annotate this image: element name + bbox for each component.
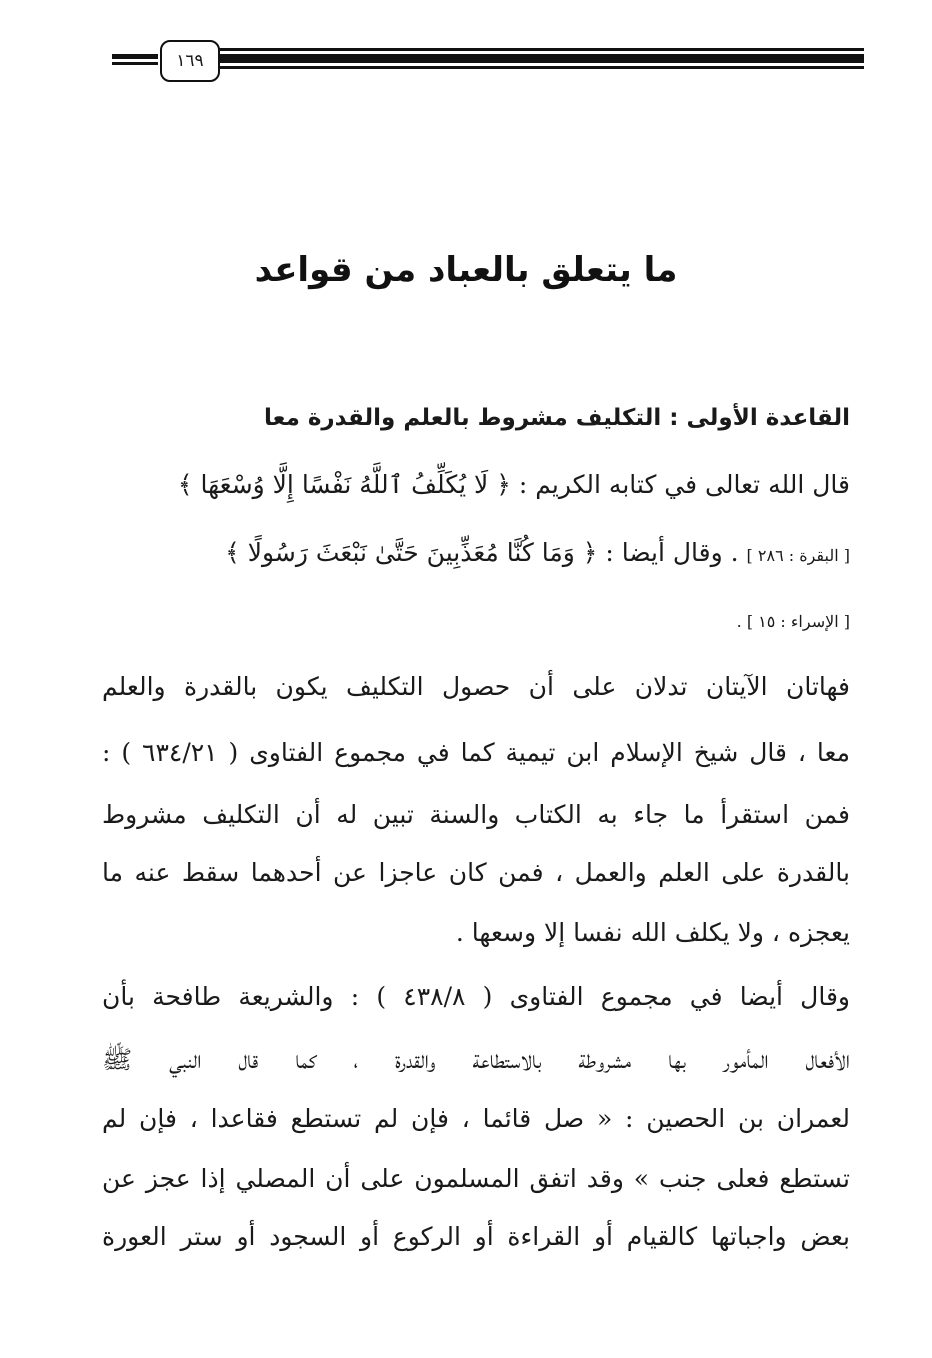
- paragraph-1-line-4: بالقدرة على العلم والعمل ، فمن كان عاجزا عن أحدهما سقط عنه ما: [102, 858, 850, 887]
- rule-heading: [102, 405, 850, 431]
- page-number: ١٦٩: [160, 40, 220, 82]
- header-rule-top-line: [218, 48, 864, 51]
- verse-reference-baqarah: [ البقرة : ٢٨٦ ]: [746, 546, 850, 565]
- header-rule-left-thick: [112, 54, 158, 59]
- verse-reference-isra: [ الإسراء : ١٥ ] .: [736, 612, 850, 631]
- header-rule-thick-line: [218, 54, 864, 63]
- paragraph-1-line-1: فهاتان الآيتان تدلان على أن حصول التكليف يكون بالقدرة والعلم: [102, 672, 850, 701]
- paragraph-1-line-2: معا ، قال شيخ الإسلام ابن تيمية كما في مجموع الفتاوى ( ٦٣٤/٢١ ) :: [102, 738, 850, 767]
- paragraph-2-line-5: بعض واجباتها كالقيام أو القراءة أو الركوع أو السجود أو ستر العورة: [102, 1222, 850, 1251]
- paragraph-2-line-2: الأفعال المأمور بها مشروطة بالاستطاعة والقدرة ، كما قال النبي ﷺ: [102, 1045, 850, 1074]
- header-rule: [112, 48, 864, 74]
- paragraph-2-line-1: وقال أيضا في مجموع الفتاوى ( ٤٣٨/٨ ) : والشريعة طافحة بأن: [102, 982, 850, 1011]
- paragraph-2-line-3: لعمران بن الحصين : « صل قائما ، فإن لم تستطع فقاعدا ، فإن لم: [102, 1104, 850, 1133]
- quran-verse-line-2: [102, 538, 850, 567]
- header-rule-left-thin: [112, 62, 158, 65]
- rule-heading-text: التكليف مشروط بالعلم والقدرة معا: [263, 405, 662, 431]
- paragraph-1-line-5: يعجزه ، ولا يكلف الله نفسا إلا وسعها .: [455, 918, 850, 947]
- header-rule-bottom-line: [218, 66, 864, 69]
- quran-verse-isra: . وقال أيضا : ﴿ وَمَا كُنَّا مُعَذِّبِينَ حَتَّىٰ نَبْعَثَ رَسُولًا ﴾: [225, 538, 739, 567]
- paragraph-1-line-3: فمن استقرأ ما جاء به الكتاب والسنة تبين له أن التكليف مشروط: [102, 800, 850, 829]
- quran-verse-line-1: قال الله تعالى في كتابه الكريم : ﴿ لَا يُكَلِّفُ ٱللَّهُ نَفْسًا إِلَّا وُسْعَهَا ﴾: [177, 470, 850, 499]
- chapter-title: ما يتعلق بالعباد من قواعد: [254, 250, 678, 290]
- paragraph-2-line-4: تستطع فعلى جنب » وقد اتفق المسلمون على أن المصلي إذا عجز عن: [102, 1164, 850, 1193]
- rule-heading-label: القاعدة الأولى :: [669, 405, 850, 431]
